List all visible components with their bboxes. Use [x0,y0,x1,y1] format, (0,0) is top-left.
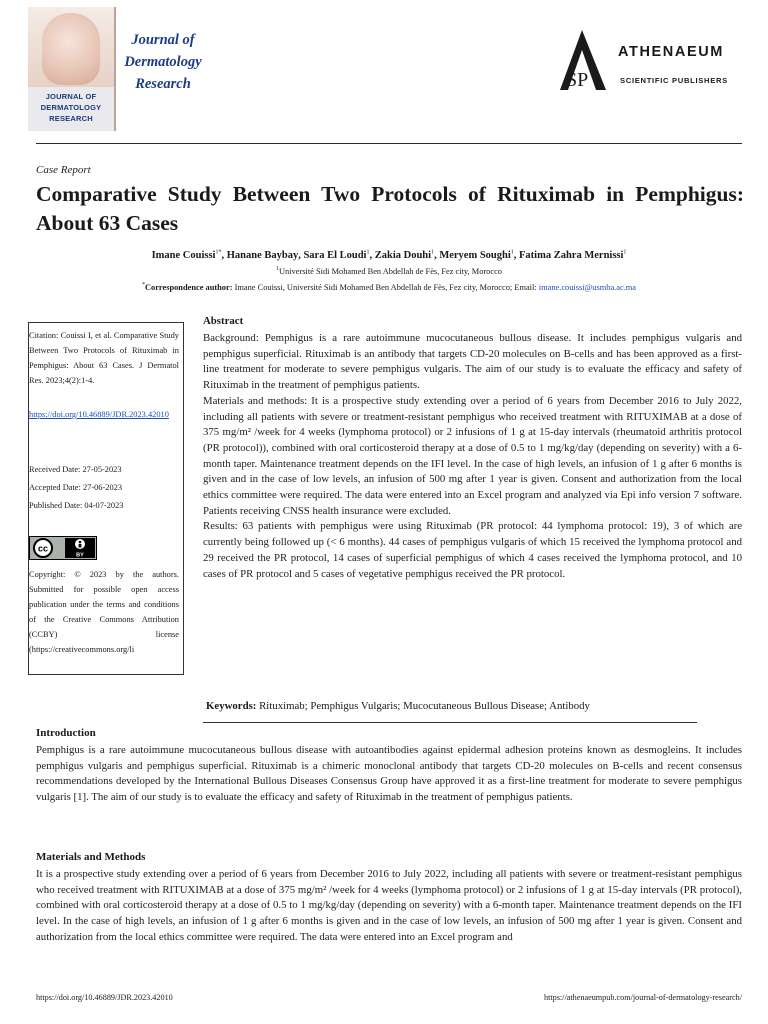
cc-by-icon [29,536,97,560]
author-4: Zakia Douhi$^1$, [374,249,440,261]
abstract-heading: Abstract [203,315,244,327]
publisher-name: ATHENAEUM [618,44,724,60]
header-divider [36,143,742,144]
mark-letters: SP [566,69,589,91]
abstract-results: Results: 63 patients with pemphigus were using Rituximab (PR protocol: 44 lymphoma protocol: 19), 3 of which are currently being followed up (< 6 months). 44 cases of pemphigus vulgaris of which 15 received the lymphoma protocol and 29 received the PR protocol, 14 cases of superficial pemphigus of which 4 cases received the lymphoma protocol, and 10 cases of PR protocol and 5 cases of vegetative pemphigus received the PR protocol. [203,520,742,580]
keywords-label: Keywords: [206,700,257,712]
skin-illustration [42,13,100,85]
athenaeum-mark-icon [552,28,614,94]
dates [29,461,179,515]
svg-text:BY: BY [76,552,84,559]
journal-title [118,29,208,95]
published-date: Published Date: 04-07-2023 [29,501,124,510]
publisher-subtitle: SCIENTIFIC PUBLISHERS [620,76,728,85]
journal-title-line-2: Dermatology [124,54,202,70]
journal-title-line-1: Journal of [131,32,195,48]
journal-cover-image [28,7,116,131]
abstract-methods: Materials and methods: It is a prospective study extending over a period of 6 years from December 2016 to July 2022, including all patients with severe or treatment-resistant pemphigus who received treatment with RITUXIMAB at a dose of 375 mg/m² /week for 4 weeks (lymphoma protocol) or 2 infusions of 1 g at 15-day intervals (rheumatoid arthritis protocol (PR protocol)), combined with oral corticosteroid therapy at a dose of 0.5 to 1 mg/kg/day (depending on severity) with a 6-month taper. Maintenance treatment depends on the IFI level. In the case of high levels, an infusion of 1 g after 6 months is given and in the case of low levels, an infusion of 500 mg after 1 year is given. Consent and authorization from the local ethics committee were required. The data were entered into an Excel program and analyzed via Epi info version 7 software. Patients receiving CNSS health insurance were excluded. [203,394,742,517]
accepted-date: Accepted Date: 27-06-2023 [29,483,123,492]
journal-title-line-3: Research [135,76,191,92]
citation-box [28,322,184,675]
affiliation: $^1$Université Sidi Mohamed Ben Abdellah de Fès, Fez city, Morocco [276,266,502,276]
introduction-body: Pemphigus is a rare autoimmune mucocutaneous bullous disease with autoantibodies against epidermal adhesion proteins known as desmogleins. It includes pemphigus vulgaris and pemphigus superficial. Rituximab is a chimeric monoclonal antibody that targets CD-20 molecules on B-cells and recent consensus recommendations developed by the International Bullous Diseases Consensus Group have approved it as a first-line treatment for moderate to severe pemphigus vulgaris [1]. The aim of our study is to evaluate the efficacy and safety of Rituximab in the treatment of pemphigus patients. [36,744,742,804]
doi-link[interactable]: https://doi.org/10.46889/JDR.2023.42010 [29,410,169,419]
keywords [206,700,590,712]
abstract-background: Background: Pemphigus is a rare autoimmune mucocutaneous bullous disease. It includes pemphigus vulgaris and pemphigus superficial. Rituximab is an antibody that targets CD-20 molecules on B-cells and has been approved as a first-line treatment for moderate to severe pemphigus vulgaris. The aim of our study is to evaluate the efficacy and safety of Rituximab in the treatment of pemphigus patients. [203,332,742,392]
cc-by-badge[interactable] [29,536,97,565]
svg-text:cc: cc [37,543,49,554]
article-type: Case Report [36,164,91,176]
author-1: Imane Couissi$^{1*}$, [151,249,227,261]
footer-doi-link[interactable]: https://doi.org/10.46889/JDR.2023.42010 [36,993,173,1002]
abstract-body [203,331,742,582]
author-5: Meryem Soughi$^1$, [439,249,520,261]
footer-journal-link[interactable]: https://athenaeumpub.com/journal-of-dermatology-research/ [543,993,742,1002]
correspondence-text: Imane Couissi, Université Sidi Mohamed Ben Abdellah de Fès, Fez city, Morocco; Email: [234,282,537,292]
author-6: Fatima Zahra Mernissi$^1$ [519,249,627,261]
correspondence: *Correspondence author: Imane Couissi, Université Sidi Mohamed Ben Abdellah de Fès, Fez city, Morocco; Email: imane.couissi@usmba.ac.ma [141,282,637,292]
author-2: Hanane Baybay, [226,249,304,261]
author-3: Sara El Loudi$^1$, [303,249,375,261]
cover-line-3: RESEARCH [49,114,93,123]
keywords-divider [203,722,697,723]
methods-heading: Materials and Methods [36,851,146,863]
author-list [36,249,742,261]
cover-line-2: DERMATOLOGY [40,103,102,112]
journal-cover-band [28,87,114,131]
journal-logo [28,7,202,131]
methods-body: It is a prospective study extending over a period of 6 years from December 2016 to July 2022, including all patients with severe or treatment-resistant pemphigus who received treatment with RITUXIMAB at a dose of 375 mg/m² /week for 4 weeks (lymphoma protocol) or 2 infusions of 1 g at 15-day intervals (PR protocol), combined with oral corticosteroid therapy at a dose of 0.5 to 1 mg/kg/day (depending on severity) with a 6-month taper. Maintenance treatment depends on the IFI level. In the case of high levels, an infusion of 1 g after 6 months is given and in the case of low levels, an infusion of 500 mg after 1 year is given. Consent and authorization from the local ethics committee were required. The data were entered into an Excel program and [36,868,742,943]
introduction-heading: Introduction [36,727,96,739]
copyright-text: Copyright: © 2023 by the authors. Submitted for possible open access publication under the terms and conditions of the Creative Commons Attribution (CCBY) license (https://creativecommons.org/li [29,570,179,654]
correspondence-label: Correspondence author: [144,282,233,292]
article-title: Comparative Study Between Two Protocols of Rituximab in Pemphigus: About 63 Cases [36,182,744,235]
keywords-text: Rituximab; Pemphigus Vulgaris; Mucocutaneous Bullous Disease; Antibody [259,700,590,712]
received-date: Received Date: 27-05-2023 [29,465,122,474]
citation-text: Citation: Couissi I, et al. Comparative Study Between Two Protocols of Rituximab in Pemphigus: About 63 Cases. J Dermatol Res. 2023;4(2):1-4. [29,331,179,385]
publisher-logo [552,28,768,94]
cover-line-1: JOURNAL OF [45,92,97,101]
correspondence-email-link[interactable]: imane.couissi@usmba.ac.ma [538,282,637,292]
